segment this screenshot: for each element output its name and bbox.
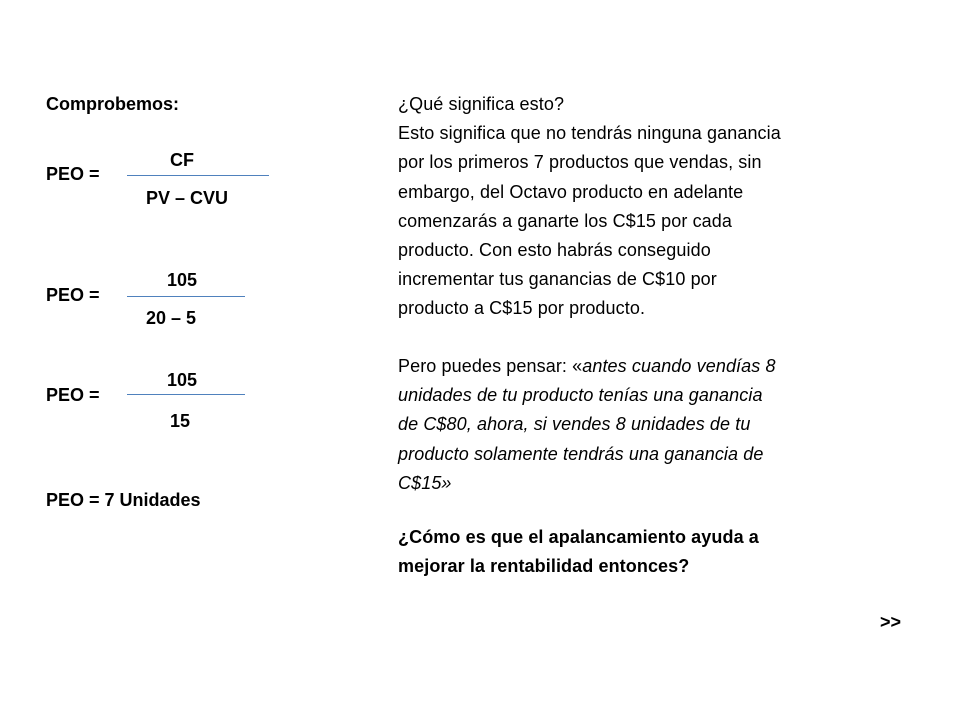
peo-result: PEO = 7 Unidades [46,490,201,510]
paragraph2-italic-start: antes cuando vendías 8 [582,356,776,376]
paragraph1-line: incrementar tus ganancias de C$10 por [398,269,717,290]
formula2-numerator: 105 [167,270,198,290]
quote-block [398,352,776,498]
paragraph2-line: C$15» [398,472,452,493]
paragraph2-line: producto solamente tendrás una ganancia de [398,443,764,464]
paragraph2-first-line [398,352,776,381]
paragraph1-line: embargo, del Octavo producto en adelante [398,181,744,202]
formula1-numerator: CF [170,150,194,170]
explanation-block [398,90,781,324]
next-slide-link[interactable]: >> [880,612,902,632]
question-line: mejorar la rentabilidad entonces? [398,556,690,577]
paragraph2-line: unidades de tu producto tenías una ganancia [398,385,763,406]
formula3-fraction-line [127,394,245,395]
question-line: ¿Cómo es que el apalancamiento ayuda a [398,527,759,547]
formula1-denominator: PV – CVU [146,188,229,208]
formula2-fraction-line [127,296,245,297]
question-block [398,523,759,581]
formula2-label: PEO = [46,285,100,305]
formula2-denominator: 20 – 5 [146,308,197,328]
formula3-denominator: 15 [170,411,191,431]
paragraph1-line: producto. Con esto habrás conseguido [398,240,711,261]
paragraph1-line: por los primeros 7 productos que vendas, sin [398,152,762,173]
paragraph1-line: Esto significa que no tendrás ninguna ganancia [398,123,781,144]
paragraph2-intro: Pero puedes pensar: « [398,356,583,376]
comprobemos-heading: Comprobemos: [46,94,180,114]
explanation-title: ¿Qué significa esto? [398,94,565,114]
formula3-label: PEO = [46,385,100,405]
paragraph2-line: de C$80, ahora, si vendes 8 unidades de tu [398,414,751,435]
paragraph1-line: producto a C$15 por producto. [398,298,646,319]
formula1-fraction-line [127,175,269,176]
formula3-numerator: 105 [167,370,198,390]
formula1-label: PEO = [46,164,100,184]
paragraph1-line: comenzarás a ganarte los C$15 por cada [398,210,732,231]
